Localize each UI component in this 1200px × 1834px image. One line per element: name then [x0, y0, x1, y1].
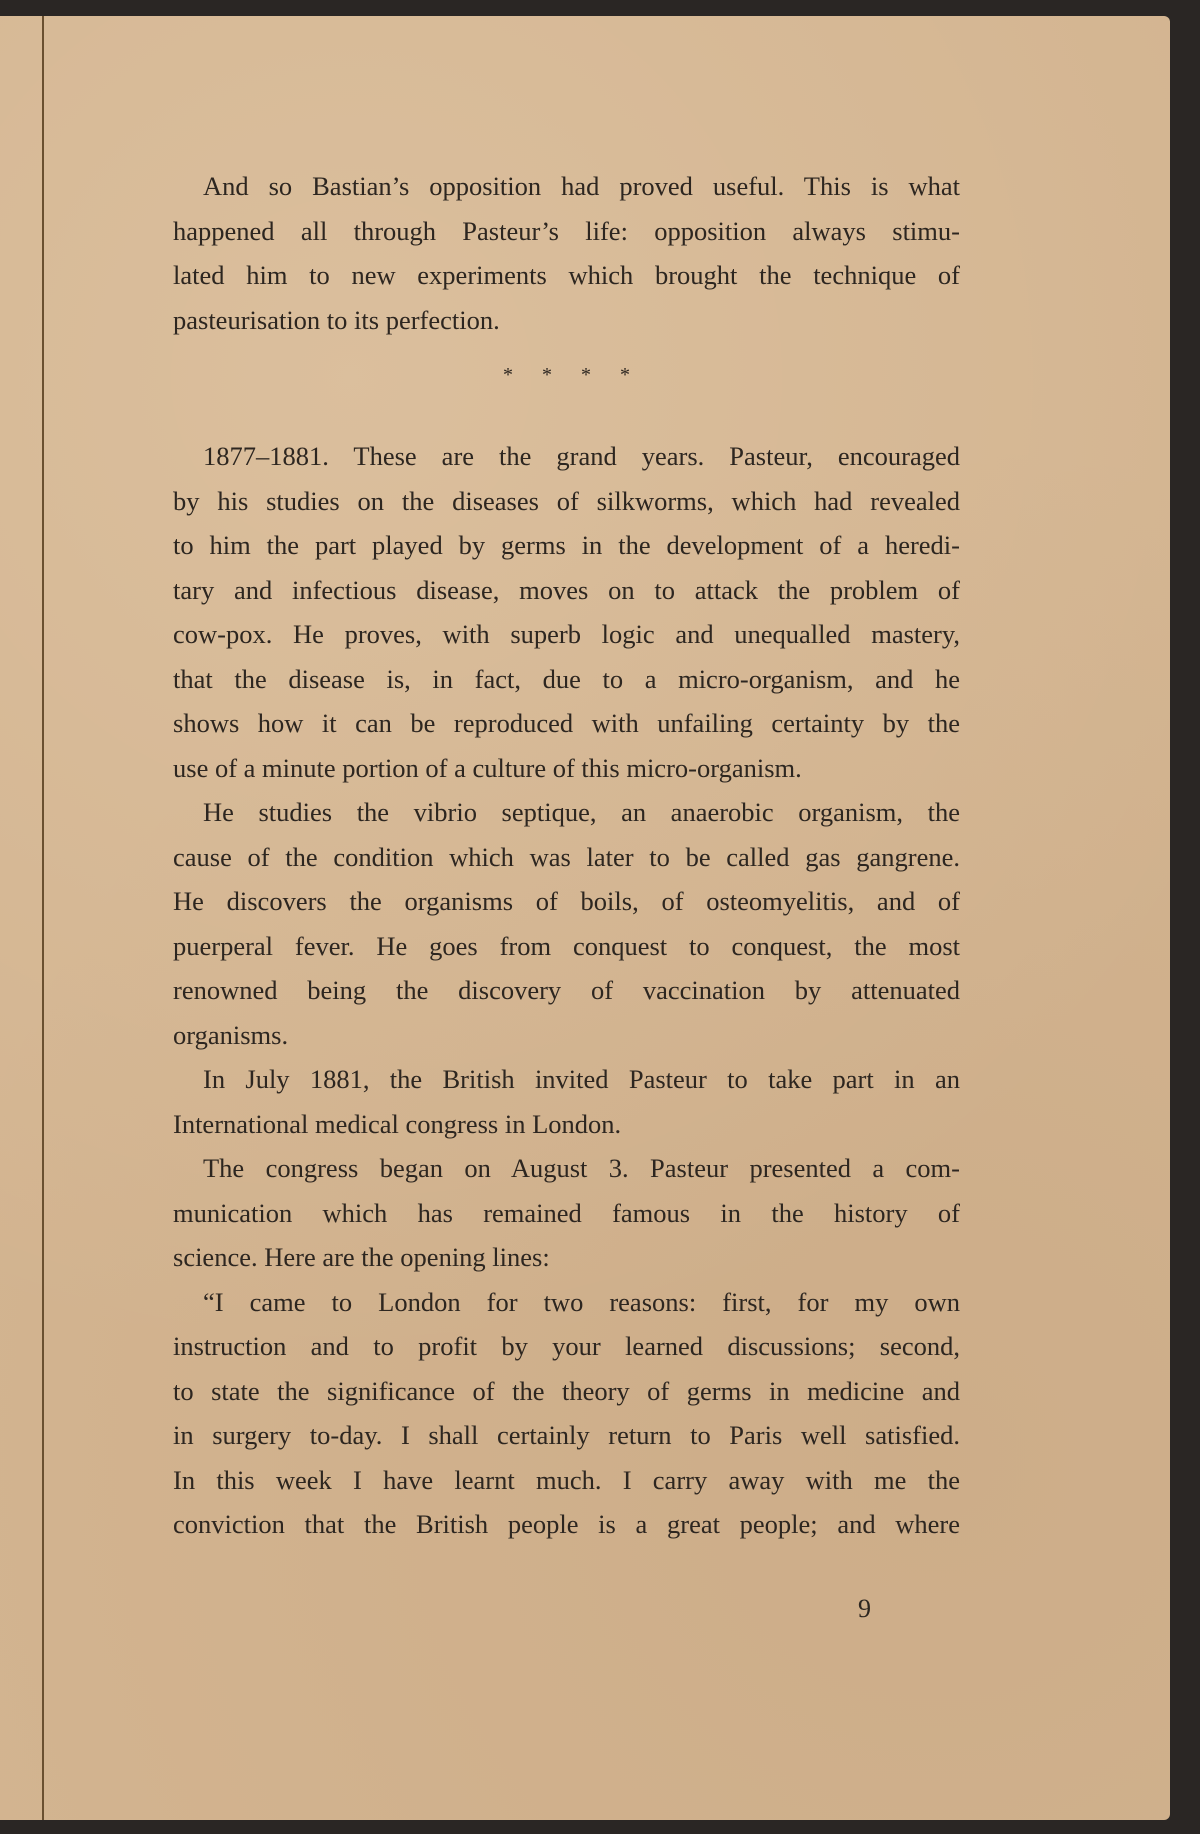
page-fold: [42, 16, 44, 1820]
text-line: And so Bastian’s opposition had proved useful. This is what: [203, 171, 960, 201]
text-line: In July 1881, the British invited Pasteur to take part in an: [203, 1064, 960, 1094]
text-line: He studies the vibrio septique, an anaerobic organism, the: [203, 797, 960, 827]
text-line: “I came to London for two reasons: first, for my own: [203, 1286, 960, 1317]
text-line: pasteurisation to its perfection.: [173, 304, 500, 335]
text-line: science. Here are the opening lines:: [173, 1242, 550, 1272]
text-line: munication which has remained famous in the history of: [173, 1197, 960, 1228]
text-line: happened all through Pasteur’s life: opposition always stimu-: [173, 215, 960, 246]
text-line: organisms.: [173, 1019, 289, 1050]
text-line: instruction and to profit by your learned discussions; second,: [173, 1331, 960, 1361]
text-line: He discovers the organisms of boils, of osteomyelitis, and of: [173, 886, 960, 916]
text-line: shows how it can be reproduced with unfailing certainty by the: [173, 708, 960, 738]
section-separator: * * * *: [503, 364, 642, 386]
text-line: by his studies on the diseases of silkworms, which had revealed: [173, 485, 960, 516]
page-number: 9: [858, 1594, 871, 1623]
text-line: In this week I have learnt much. I carry away with me the: [173, 1464, 960, 1495]
text-line: 1877–1881. These are the grand years. Pasteur, encouraged: [203, 441, 960, 471]
text-line: puerperal fever. He goes from conquest to conquest, the most: [173, 930, 960, 961]
text-line: renowned being the discovery of vaccination by attenuated: [173, 975, 960, 1005]
text-line: lated him to new experiments which brought the technique of: [173, 260, 960, 290]
text-line: tary and infectious disease, moves on to attack the problem of: [173, 574, 960, 605]
text-line: that the disease is, in fact, due to a micro-organism, and he: [173, 663, 960, 694]
page-body: [173, 164, 960, 1547]
text-line: The congress began on August 3. Pasteur presented a com-: [203, 1153, 960, 1183]
text-line: International medical congress in London.: [173, 1108, 622, 1139]
text-line: to him the part played by germs in the development of a heredi-: [173, 530, 960, 560]
text-line: conviction that the British people is a great people; and where: [173, 1509, 960, 1539]
book-page: [0, 16, 1170, 1820]
text-line: in surgery to-day. I shall certainly return to Paris well satisfied.: [173, 1420, 960, 1450]
text-line: cause of the condition which was later to be called gas gangrene.: [173, 841, 960, 872]
text-line: use of a minute portion of a culture of this micro-organism.: [173, 752, 802, 783]
text-line: cow-pox. He proves, with superb logic and unequalled mastery,: [173, 619, 960, 649]
text-line: to state the significance of the theory of germs in medicine and: [173, 1375, 960, 1406]
